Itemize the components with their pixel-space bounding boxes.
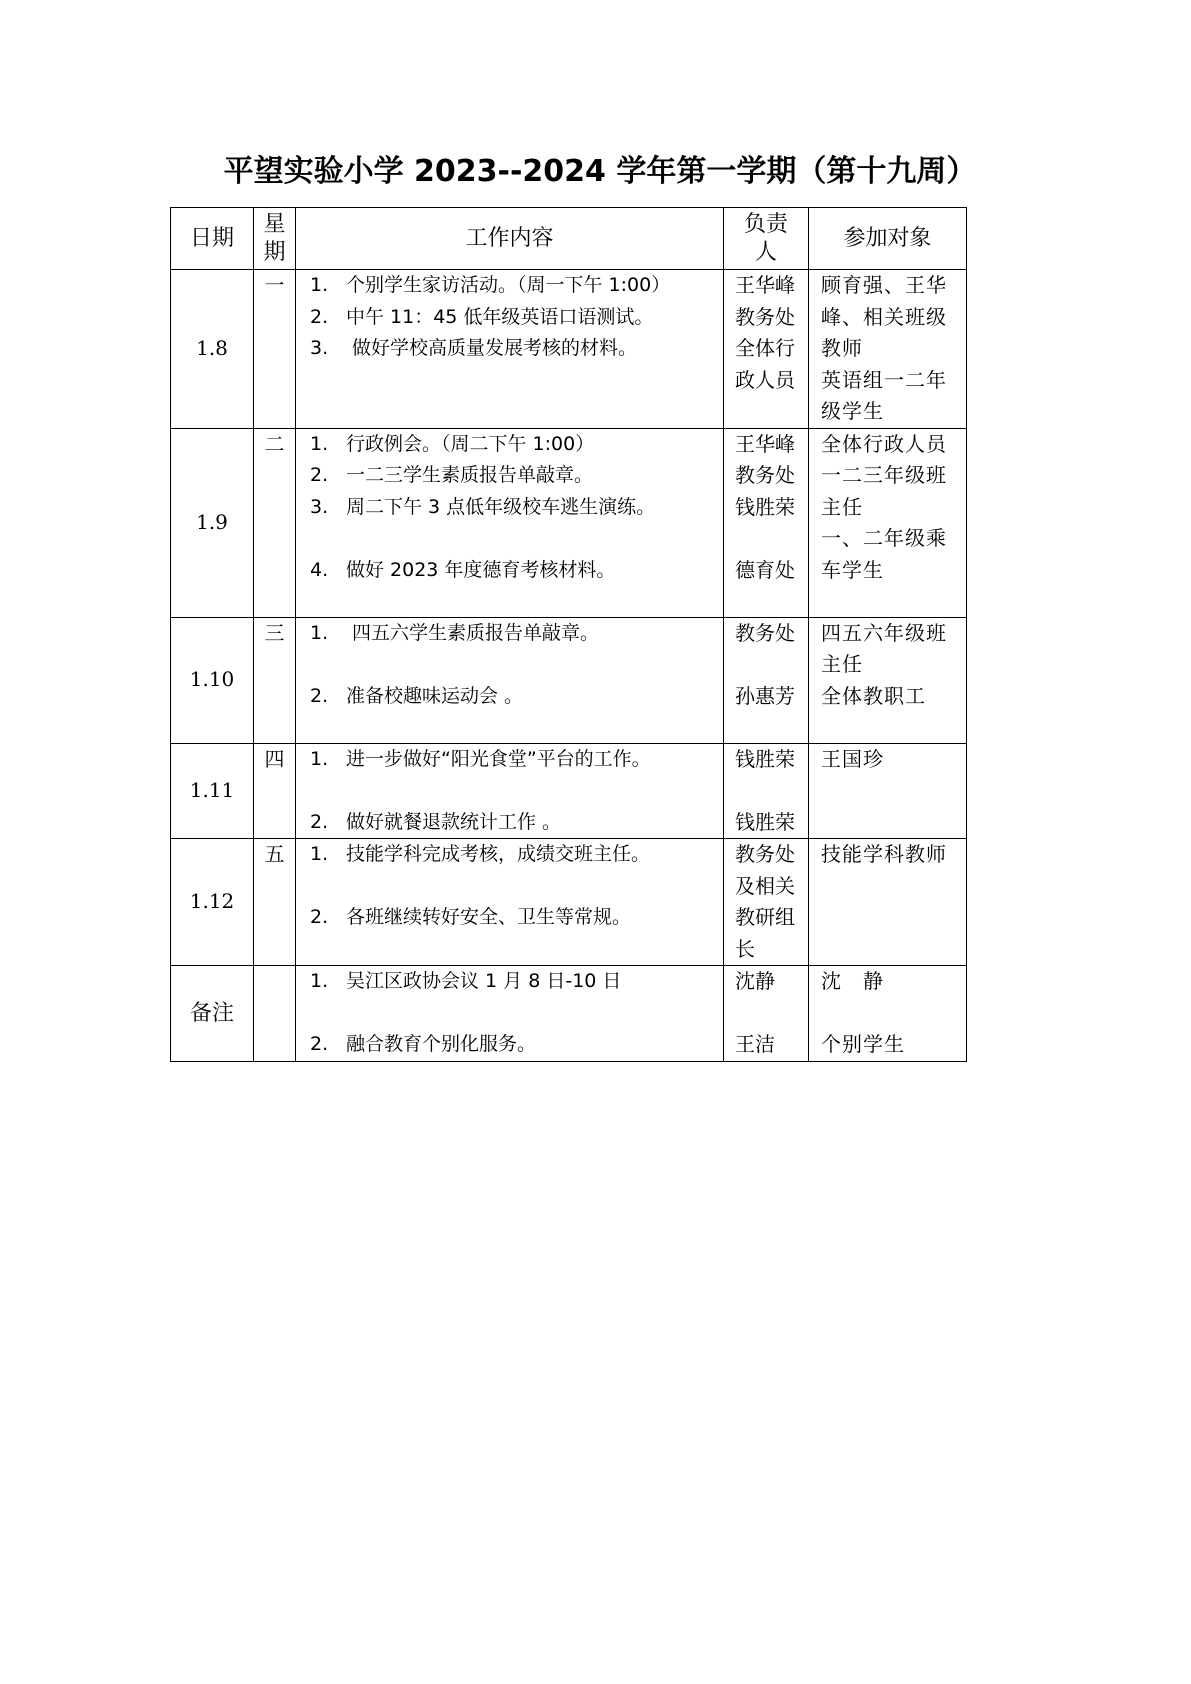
header-row	[171, 208, 967, 270]
task-text: 进一步做好“阳光食堂”平台的工作。	[346, 747, 651, 770]
task-item	[296, 460, 723, 492]
participants-line: 峰、相关班级	[821, 304, 947, 329]
task-text: 做好 2023 年度德育考核材料。	[346, 558, 616, 581]
task-text: 四五六学生素质报告单敲章。	[346, 621, 600, 644]
weekday-cell: 二	[254, 428, 296, 617]
participants-line: 四五六年级班	[821, 620, 947, 645]
weekday-cell: 三	[254, 617, 296, 743]
table-row	[171, 428, 967, 617]
task-text: 周二下午 3 点低年级校车逃生演练。	[346, 495, 656, 518]
participants-cell	[809, 839, 967, 966]
task-item	[296, 555, 723, 587]
work-content-cell	[296, 743, 724, 839]
responsible-line: 教务处	[735, 304, 795, 329]
task-text: 一二三学生素质报告单敲章。	[346, 464, 594, 486]
page-title: 平望实验小学 2023--2024 学年第一学期（第十九周）	[223, 154, 977, 189]
header-work-label: 工作内容	[465, 225, 554, 251]
responsible-cell	[724, 270, 809, 429]
task-number: 2.	[310, 684, 329, 707]
participants-line: 全体行政人员	[821, 431, 947, 456]
participants-cell	[809, 743, 967, 839]
header-week-label: 星期	[263, 211, 286, 265]
task-text: 行政例会。（周二下午 1:00）	[346, 432, 595, 455]
task-text: 技能学科完成考核，成绩交班主任。	[346, 843, 651, 865]
task-number: 2.	[310, 906, 329, 928]
responsible-line: 钱胜荣	[735, 746, 795, 771]
participants-line: 车学生	[821, 557, 884, 582]
responsible-line: 钱胜荣	[735, 494, 795, 519]
task-item	[296, 871, 723, 903]
responsible-line: 教务处	[735, 842, 795, 866]
participants-line: 教师	[821, 336, 863, 360]
task-item	[296, 523, 723, 555]
task-number: 1.	[310, 843, 329, 865]
task-number: 1.	[310, 970, 329, 992]
responsible-cell	[724, 743, 809, 839]
date-cell: 1.12	[171, 839, 254, 966]
work-content-cell	[296, 270, 724, 429]
responsible-line: 教务处	[735, 620, 795, 645]
task-number: 1.	[310, 621, 329, 644]
date-cell: 1.8	[171, 270, 254, 429]
task-item	[296, 775, 723, 807]
task-number: 3.	[310, 495, 329, 518]
task-item	[296, 649, 723, 681]
task-number: 2.	[310, 1033, 329, 1055]
participants-line: 一、二年级乘	[821, 526, 947, 550]
responsible-line	[724, 523, 808, 555]
responsible-line: 王洁	[735, 1032, 775, 1056]
work-content-cell	[296, 839, 724, 966]
task-item	[296, 1029, 723, 1061]
task-number: 3.	[310, 337, 329, 359]
task-text: 个别学生家访活动。（周一下午 1:00）	[346, 274, 671, 296]
header-participants-label: 参加对象	[843, 225, 932, 251]
task-number: 2.	[310, 810, 329, 833]
participants-line: 级学生	[821, 399, 884, 423]
responsible-line: 教务处	[735, 463, 795, 487]
schedule-body	[171, 270, 967, 1062]
participants-cell	[809, 617, 967, 743]
responsible-line: 王华峰	[735, 431, 795, 456]
task-item	[296, 902, 723, 934]
task-item	[296, 302, 723, 334]
task-number: 1.	[310, 747, 329, 770]
participants-line: 主任	[821, 494, 863, 519]
task-item	[296, 492, 723, 524]
table-row	[171, 966, 967, 1062]
task-text: 融合教育个别化服务。	[346, 1033, 537, 1055]
header-participants	[809, 208, 967, 270]
work-content-cell	[296, 428, 724, 617]
date-cell: 1.10	[171, 617, 254, 743]
weekday-cell: 四	[254, 743, 296, 839]
table-row	[171, 743, 967, 839]
header-week	[254, 208, 296, 270]
responsible-line: 长	[735, 936, 755, 961]
work-content-cell	[296, 617, 724, 743]
weekday-cell: 五	[254, 839, 296, 966]
responsible-line: 王华峰	[735, 273, 795, 297]
responsible-line	[724, 775, 808, 807]
responsible-line: 及相关	[735, 873, 795, 898]
responsible-line	[724, 649, 808, 681]
participants-line: 顾育强、王华	[821, 273, 947, 297]
task-number: 2.	[310, 464, 329, 486]
responsible-cell	[724, 617, 809, 743]
participants-line: 王国珍	[821, 746, 884, 771]
task-number: 2.	[310, 305, 329, 328]
task-item	[296, 429, 723, 461]
task-item	[296, 839, 723, 871]
header-date-label: 日期	[189, 225, 234, 251]
header-date	[171, 208, 254, 270]
task-item	[296, 998, 723, 1030]
participants-line: 全体教职工	[821, 683, 926, 708]
responsible-line: 教研组	[735, 905, 795, 929]
participants-line: 沈 静	[821, 969, 884, 993]
task-number: 1.	[310, 274, 329, 296]
task-text: 各班继续转好安全、卫生等常规。	[346, 906, 632, 928]
responsible-line: 德育处	[735, 557, 795, 582]
task-number: 4.	[310, 558, 329, 581]
date-cell: 1.11	[171, 743, 254, 839]
responsible-line: 政人员	[735, 367, 795, 392]
responsible-cell	[724, 966, 809, 1062]
weekday-cell: 一	[254, 270, 296, 429]
responsible-cell	[724, 839, 809, 966]
task-item	[296, 744, 723, 776]
participants-line: 个别学生	[821, 1032, 905, 1056]
date-cell: 1.9	[171, 428, 254, 617]
task-item	[296, 966, 723, 998]
header-resp-label: 负责人	[743, 211, 788, 265]
task-text: 做好学校高质量发展考核的材料。	[346, 337, 638, 359]
task-text: 中午 11：45 低年级英语口语测试。	[346, 305, 654, 328]
date-cell: 备注	[171, 966, 254, 1062]
weekly-schedule-table	[170, 207, 967, 1062]
task-text: 吴江区政协会议 1 月 8 日-10 日	[346, 970, 622, 992]
task-item	[296, 618, 723, 650]
table-row	[171, 839, 967, 966]
responsible-line	[724, 998, 808, 1030]
responsible-line: 沈静	[735, 969, 775, 993]
table-row	[171, 270, 967, 429]
header-work	[296, 208, 724, 270]
task-number: 1.	[310, 432, 329, 455]
task-item	[296, 807, 723, 839]
task-text: 做好就餐退款统计工作 。	[346, 810, 562, 833]
task-item	[296, 681, 723, 713]
participants-cell	[809, 428, 967, 617]
responsible-line: 全体行	[735, 336, 795, 360]
responsible-line: 孙惠芳	[735, 683, 795, 708]
task-item	[296, 333, 723, 365]
participants-cell	[809, 966, 967, 1062]
participants-line: 技能学科教师	[821, 842, 947, 866]
participants-line: 主任	[821, 652, 863, 676]
table-row	[171, 617, 967, 743]
responsible-line: 钱胜荣	[735, 809, 795, 834]
participants-line	[809, 998, 966, 1030]
task-text: 准备校趣味运动会 。	[346, 684, 524, 707]
participants-cell	[809, 270, 967, 429]
weekday-cell	[254, 966, 296, 1062]
participants-line: 英语组一二年	[821, 367, 947, 392]
responsible-cell	[724, 428, 809, 617]
work-content-cell	[296, 966, 724, 1062]
header-resp	[724, 208, 809, 270]
task-item	[296, 270, 723, 302]
participants-line: 一二三年级班	[821, 463, 947, 487]
